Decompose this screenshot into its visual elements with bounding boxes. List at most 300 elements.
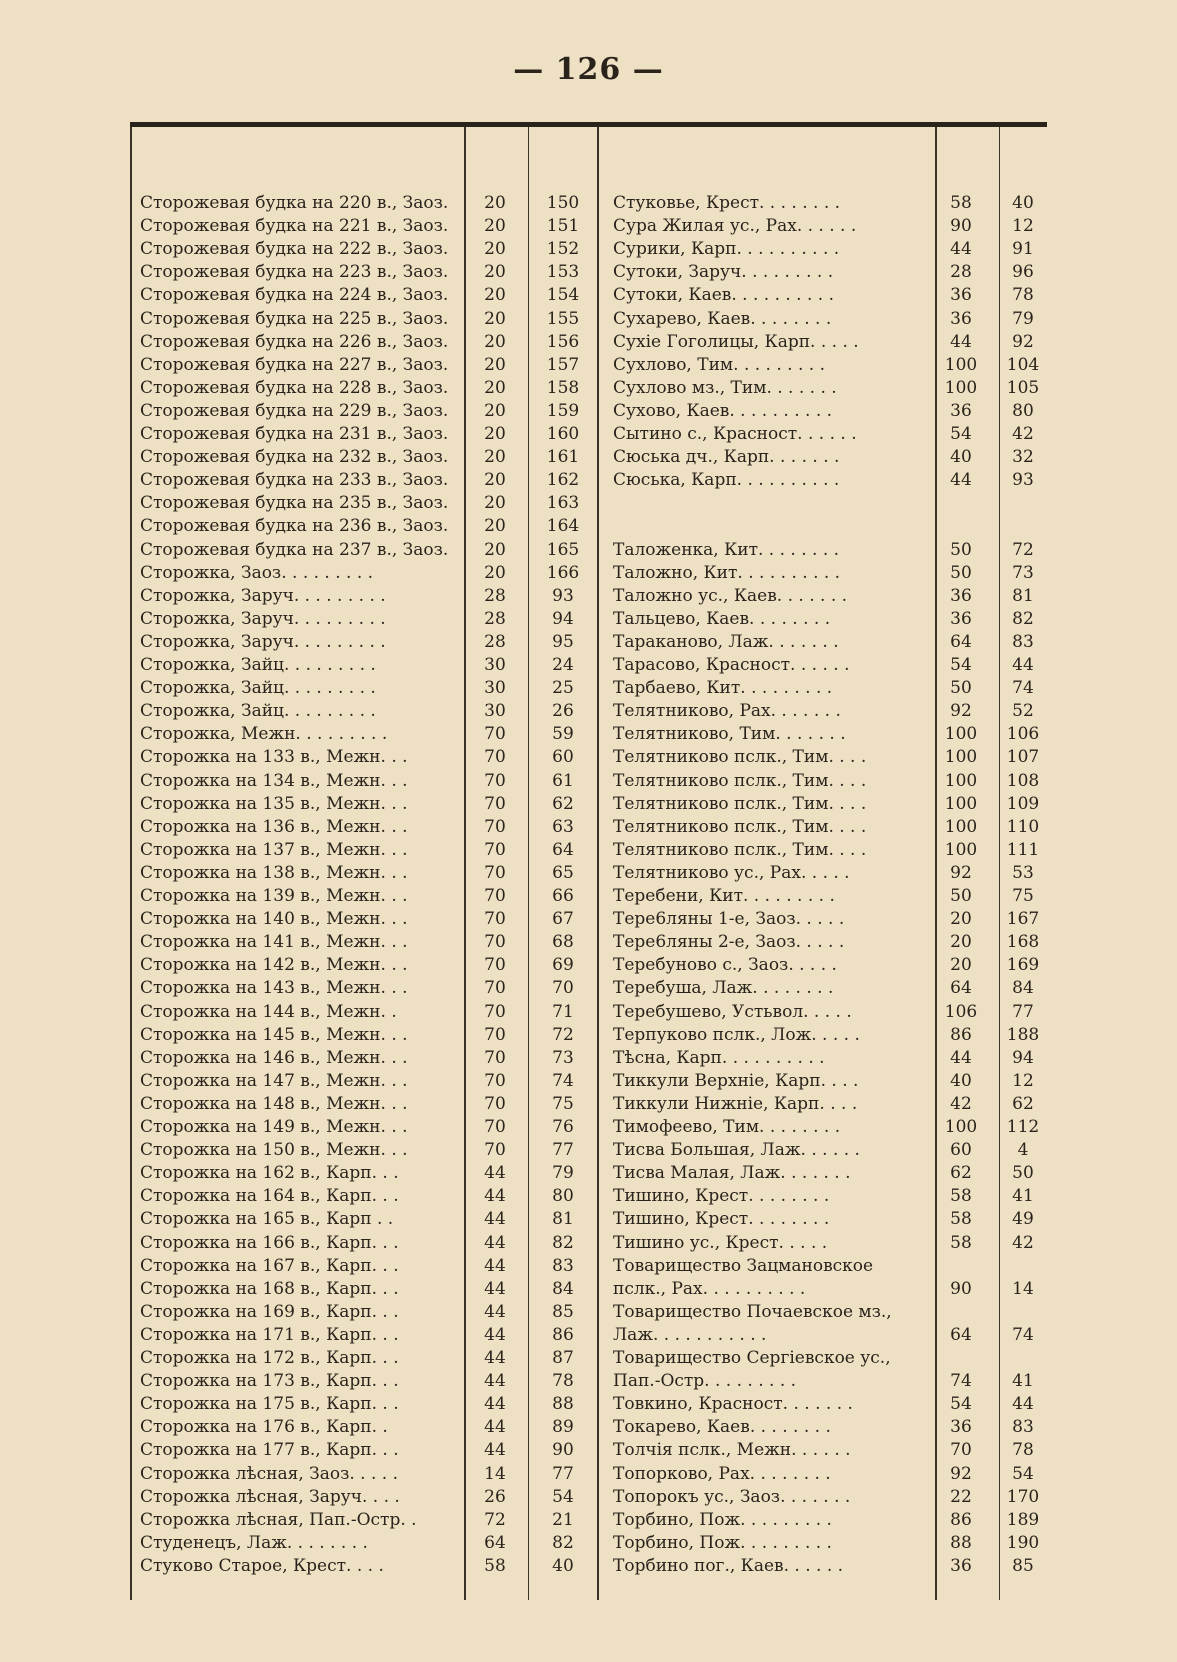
place-name: Сторожка лѣсная, Заруч. . . . <box>140 1486 400 1507</box>
list-item <box>140 908 593 931</box>
number-second: 105 <box>1006 377 1040 398</box>
number-first: 92 <box>950 862 972 883</box>
number-first: 64 <box>484 1532 506 1553</box>
list-item <box>140 261 593 284</box>
list-item <box>613 1393 1049 1416</box>
place-name: Тисва Большая, Лаж. . . . . . <box>613 1140 860 1161</box>
number-second: 150 <box>546 193 580 213</box>
place-name: Теребушево, Устьвол. . . . . <box>613 1001 852 1022</box>
number-second: 87 <box>552 1348 574 1368</box>
place-name: Сторожка на 175 в., Карп. . . <box>140 1394 399 1415</box>
number-first: 72 <box>484 1509 506 1530</box>
list-item <box>613 1301 1049 1324</box>
list-item <box>613 308 1049 331</box>
list-item <box>613 215 1049 238</box>
number-second: 71 <box>552 1001 574 1022</box>
list-item <box>613 1001 1049 1024</box>
place-name: Сторожка на 141 в., Межн. . . <box>140 932 408 953</box>
list-item <box>140 1370 593 1393</box>
place-name: Телятниково пслк., Тим. . . . <box>613 770 867 791</box>
number-second: 170 <box>1006 1486 1040 1507</box>
number-second: 164 <box>546 516 580 537</box>
list-item <box>613 192 1049 215</box>
list-item <box>140 885 593 908</box>
number-first: 44 <box>484 1324 506 1345</box>
place-name: Сторожка на 149 в., Межн. . . <box>140 1117 408 1137</box>
number-first: 54 <box>950 655 972 675</box>
number-second: 167 <box>1006 909 1040 930</box>
number-second: 83 <box>1012 1417 1034 1438</box>
number-first: 62 <box>950 1163 972 1184</box>
number-first: 70 <box>484 909 506 930</box>
number-first: 44 <box>484 1371 506 1392</box>
place-name: Сухіе Гоголицы, Карп. . . . . <box>613 331 859 352</box>
list-item <box>140 539 593 562</box>
list-item <box>613 1439 1049 1462</box>
list-item <box>613 1255 1049 1278</box>
number-second: 93 <box>1012 470 1034 491</box>
list-item <box>140 400 593 423</box>
place-name: Сторожка на 147 в., Межн. . . <box>140 1070 408 1091</box>
column-divider <box>130 127 132 1600</box>
number-second: 154 <box>546 285 580 306</box>
number-first: 20 <box>484 493 506 514</box>
place-name: Сторожка на 139 в., Межн. . . <box>140 886 408 906</box>
place-name: Сторожевая будка на 223 в., Заоз. <box>140 262 449 283</box>
number-first: 70 <box>484 770 506 791</box>
place-name: Торбино пог., Каев. . . . . . <box>613 1555 844 1576</box>
place-name: Толчія пслк., Межн. . . . . . <box>613 1440 851 1461</box>
number-first: 70 <box>484 724 506 745</box>
place-name: Сюська дч., Карп. . . . . . . <box>613 447 840 468</box>
number-first: 70 <box>950 1440 972 1461</box>
number-first: 64 <box>950 1324 972 1345</box>
place-name: Сурики, Карп. . . . . . . . . . <box>613 239 840 260</box>
number-first: 20 <box>484 193 506 213</box>
list-item <box>140 1278 593 1301</box>
number-second: 80 <box>1012 400 1034 421</box>
list-item <box>613 723 1049 746</box>
place-name: Таложенка, Кит. . . . . . . . <box>613 539 840 560</box>
number-first: 22 <box>950 1486 972 1507</box>
number-first: 20 <box>484 308 506 329</box>
list-item <box>613 770 1049 793</box>
place-name: Сторожка на 134 в., Межн. . . <box>140 770 408 791</box>
number-second: 79 <box>1012 308 1034 329</box>
list-item <box>140 977 593 1000</box>
list-item <box>140 631 593 654</box>
number-second: 166 <box>546 562 580 583</box>
number-second: 89 <box>552 1417 574 1438</box>
number-first: 90 <box>950 216 972 237</box>
list-item <box>613 284 1049 307</box>
number-first: 60 <box>950 1140 972 1161</box>
list-item <box>613 700 1049 723</box>
place-name: Сторожка, Заруч. . . . . . . . . <box>140 631 386 652</box>
number-second: 79 <box>552 1163 574 1184</box>
number-second: 160 <box>546 424 580 444</box>
list-item <box>613 1370 1049 1393</box>
number-first: 20 <box>484 354 506 375</box>
place-name: Сторожка на 169 в., Карп. . . <box>140 1301 399 1322</box>
number-second: 104 <box>1006 354 1040 375</box>
number-second: 159 <box>546 400 580 421</box>
list-item <box>613 1093 1049 1116</box>
list-item <box>140 1024 593 1047</box>
number-second: 111 <box>1006 839 1040 860</box>
number-second: 40 <box>1012 193 1034 213</box>
number-second: 85 <box>1012 1555 1034 1576</box>
place-name: Сторожка, Заоз. . . . . . . . . <box>140 562 374 583</box>
number-first: 64 <box>950 978 972 999</box>
number-second: 66 <box>552 886 574 906</box>
number-first: 20 <box>484 424 506 444</box>
list-item <box>140 215 593 238</box>
number-first: 86 <box>950 1509 972 1530</box>
list-item <box>613 1463 1049 1486</box>
number-first: 20 <box>484 239 506 260</box>
number-first: 70 <box>484 932 506 953</box>
place-name: Сторожка на 164 в., Карп. . . <box>140 1186 399 1207</box>
number-first: 20 <box>950 932 972 953</box>
number-first: 20 <box>950 909 972 930</box>
number-first: 64 <box>950 631 972 652</box>
number-first: 36 <box>950 285 972 306</box>
number-first: 20 <box>484 400 506 421</box>
list-item <box>613 885 1049 908</box>
number-second: 62 <box>1012 1093 1034 1114</box>
place-name: Сторожка на 176 в., Карп. . <box>140 1417 388 1438</box>
list-item <box>140 677 593 700</box>
number-second: 74 <box>552 1070 574 1091</box>
place-name: Сторожевая будка на 221 в., Заоз. <box>140 216 449 237</box>
number-second: 106 <box>1006 724 1040 745</box>
list-item <box>613 908 1049 931</box>
place-name: Сторожевая будка на 233 в., Заоз. <box>140 470 449 491</box>
number-second: 165 <box>546 539 580 560</box>
number-first: 100 <box>944 747 978 768</box>
place-name: Сура Жилая ус., Рах. . . . . . <box>613 216 857 237</box>
place-name: Сторожка на 142 в., Межн. . . <box>140 955 408 976</box>
number-first: 50 <box>950 539 972 560</box>
list-item <box>613 539 1049 562</box>
list-item <box>140 1093 593 1116</box>
list-item <box>140 839 593 862</box>
place-name: Торбино, Пож. . . . . . . . . <box>613 1532 832 1553</box>
list-item <box>613 354 1049 377</box>
number-second: 88 <box>552 1394 574 1415</box>
list-item <box>140 1555 593 1578</box>
number-first: 20 <box>484 331 506 352</box>
number-second: 80 <box>552 1186 574 1207</box>
list-item <box>613 492 1049 515</box>
number-first: 28 <box>484 631 506 652</box>
number-first: 70 <box>484 862 506 883</box>
number-first: 70 <box>484 793 506 814</box>
place-name: Топорокъ ус., Заоз. . . . . . . <box>613 1486 851 1507</box>
number-second: 161 <box>546 447 580 468</box>
place-name: Сторожевая будка на 220 в., Заоз. <box>140 193 449 213</box>
list-item <box>140 1208 593 1231</box>
number-second: 54 <box>1012 1463 1034 1484</box>
list-item <box>613 261 1049 284</box>
number-first: 100 <box>944 839 978 860</box>
place-name: Сторожка, Зайц. . . . . . . . . <box>140 701 376 722</box>
list-item <box>140 608 593 631</box>
list-item <box>140 354 593 377</box>
number-first: 20 <box>950 955 972 976</box>
place-name: Сторожка на 136 в., Межн. . . <box>140 816 408 837</box>
number-first: 50 <box>950 678 972 699</box>
place-name: Сторожка на 167 в., Карп. . . <box>140 1255 399 1276</box>
list-item <box>140 423 593 446</box>
number-second: 78 <box>1012 285 1034 306</box>
number-second: 41 <box>1012 1371 1034 1392</box>
number-second: 67 <box>552 909 574 930</box>
number-second: 94 <box>552 608 574 629</box>
list-item <box>140 816 593 839</box>
place-name: Телятниково, Тим. . . . . . . <box>613 724 846 745</box>
place-name: Сторожка на 137 в., Межн. . . <box>140 839 408 860</box>
number-second: 75 <box>552 1093 574 1114</box>
number-second: 70 <box>552 978 574 999</box>
list-item <box>613 1416 1049 1439</box>
place-name: Тере6ляны 1-е, Заоз. . . . . <box>613 909 845 930</box>
list-item <box>140 1486 593 1509</box>
list-item <box>613 1509 1049 1532</box>
number-first: 70 <box>484 1093 506 1114</box>
number-second: 40 <box>552 1555 574 1576</box>
list-item <box>613 585 1049 608</box>
place-name: Сторожка, Зайц. . . . . . . . . <box>140 655 376 675</box>
place-name: Сухово, Каев. . . . . . . . . . <box>613 400 833 421</box>
number-first: 70 <box>484 816 506 837</box>
number-first: 30 <box>484 655 506 675</box>
place-name: Сторожка на 166 в., Карп. . . <box>140 1232 399 1253</box>
place-name: Сторожка на 146 в., Межн. . . <box>140 1047 408 1068</box>
place-name: Сухарево, Каев. . . . . . . . <box>613 308 832 329</box>
number-first: 54 <box>950 424 972 444</box>
place-name: Телятниково ус., Рах. . . . . <box>613 862 850 883</box>
number-second: 155 <box>546 308 580 329</box>
place-name: Сторожевая будка на 236 в., Заоз. <box>140 516 449 537</box>
number-second: 110 <box>1006 816 1040 837</box>
place-name: Таложно ус., Каев. . . . . . . <box>613 585 848 606</box>
place-name: Сторожка лѣсная, Заоз. . . . . <box>140 1463 399 1484</box>
number-second: 81 <box>1012 585 1034 606</box>
number-second: 76 <box>552 1117 574 1137</box>
list-item <box>613 1070 1049 1093</box>
place-name: Сторожка на 145 в., Межн. . . <box>140 1024 408 1045</box>
list-item <box>140 1139 593 1162</box>
number-first: 44 <box>950 331 972 352</box>
place-name: Телятниково пслк., Тим. . . . <box>613 793 867 814</box>
number-second: 78 <box>552 1371 574 1392</box>
place-name: Товарищество Почаевское мз., <box>613 1301 892 1322</box>
number-second: 73 <box>552 1047 574 1068</box>
number-second: 72 <box>552 1024 574 1045</box>
number-first: 44 <box>484 1255 506 1276</box>
number-second: 153 <box>546 262 580 283</box>
number-first: 44 <box>484 1301 506 1322</box>
number-second: 12 <box>1012 1070 1034 1091</box>
place-name: Тарасово, Красност. . . . . . <box>613 655 850 675</box>
place-name: Сторожка на 165 в., Карп . . <box>140 1209 394 1230</box>
place-name: Телятниково пслк., Тим. . . . <box>613 747 867 768</box>
number-first: 100 <box>944 770 978 791</box>
number-first: 58 <box>950 193 972 213</box>
list-item <box>613 377 1049 400</box>
number-first: 20 <box>484 447 506 468</box>
column-divider <box>597 127 599 1600</box>
list-item <box>613 1324 1049 1347</box>
place-name: Теребуша, Лаж. . . . . . . . <box>613 978 834 999</box>
place-name: Сторожка на 138 в., Межн. . . <box>140 862 408 883</box>
place-name: Сторожевая будка на 231 в., Заоз. <box>140 424 449 444</box>
list-item <box>613 1162 1049 1185</box>
list-item <box>140 931 593 954</box>
place-name: Тисва Малая, Лаж. . . . . . . <box>613 1163 851 1184</box>
number-second: 59 <box>552 724 574 745</box>
number-first: 58 <box>950 1186 972 1207</box>
number-second: 77 <box>552 1463 574 1484</box>
number-first: 20 <box>484 539 506 560</box>
list-item <box>613 1232 1049 1255</box>
number-second: 49 <box>1012 1209 1034 1230</box>
list-item <box>140 562 593 585</box>
list-item <box>613 446 1049 469</box>
number-first: 70 <box>484 1070 506 1091</box>
place-name: Сторожка лѣсная, Пап.-Остр. . <box>140 1509 417 1530</box>
number-first: 44 <box>484 1278 506 1299</box>
number-first: 28 <box>484 608 506 629</box>
place-name: Торбино, Пож. . . . . . . . . <box>613 1509 832 1530</box>
list-item <box>613 562 1049 585</box>
place-name: Сторожка на 140 в., Межн. . . <box>140 909 408 930</box>
list-item <box>613 1486 1049 1509</box>
list-item <box>140 1439 593 1462</box>
index-table <box>130 122 1047 1600</box>
place-name: Телятниково пслк., Тим. . . . <box>613 816 867 837</box>
place-name: Студенецъ, Лаж. . . . . . . . <box>140 1532 368 1553</box>
number-second: 72 <box>1012 539 1034 560</box>
number-first: 58 <box>950 1232 972 1253</box>
place-name: Товарищество Сергіевское ус., <box>613 1348 891 1368</box>
list-item <box>140 515 593 538</box>
place-name: Токарево, Каев. . . . . . . . <box>613 1417 831 1438</box>
place-name: Тишино, Крест. . . . . . . . <box>613 1186 830 1207</box>
number-second: 75 <box>1012 886 1034 906</box>
list-item <box>613 1185 1049 1208</box>
number-second: 163 <box>546 493 580 514</box>
number-first: 44 <box>950 239 972 260</box>
number-second: 95 <box>552 631 574 652</box>
list-item <box>140 1463 593 1486</box>
place-name: Сторожка на 135 в., Межн. . . <box>140 793 408 814</box>
list-item <box>140 1162 593 1185</box>
place-name: Теребени, Кит. . . . . . . . . <box>613 886 835 906</box>
list-item <box>613 839 1049 862</box>
place-name: Таложно, Кит. . . . . . . . . . <box>613 562 841 583</box>
list-item <box>140 700 593 723</box>
list-item <box>613 238 1049 261</box>
list-item <box>140 1393 593 1416</box>
list-item <box>613 816 1049 839</box>
list-item <box>140 1509 593 1532</box>
place-name: Сторожка на 172 в., Карп. . . <box>140 1348 399 1368</box>
number-second: 94 <box>1012 1047 1034 1068</box>
place-name: Телятниково, Рах. . . . . . . <box>613 701 841 722</box>
list-item <box>613 1139 1049 1162</box>
number-first: 100 <box>944 377 978 398</box>
number-second: 83 <box>1012 631 1034 652</box>
number-first: 70 <box>484 1117 506 1137</box>
list-item <box>140 284 593 307</box>
number-second: 96 <box>1012 262 1034 283</box>
place-name: Сторожка, Межн. . . . . . . . . <box>140 724 388 745</box>
number-second: 108 <box>1006 770 1040 791</box>
number-second: 41 <box>1012 1186 1034 1207</box>
list-item <box>140 1255 593 1278</box>
number-second: 14 <box>1012 1278 1034 1299</box>
number-first: 42 <box>950 1093 972 1114</box>
number-second: 42 <box>1012 1232 1034 1253</box>
list-item <box>613 862 1049 885</box>
place-name: Тиккули Верхніе, Карп. . . . <box>613 1070 859 1091</box>
number-second: 168 <box>1006 932 1040 953</box>
number-second: 78 <box>1012 1440 1034 1461</box>
list-item <box>140 1532 593 1555</box>
number-second: 68 <box>552 932 574 953</box>
list-item <box>140 1416 593 1439</box>
number-first: 44 <box>484 1186 506 1207</box>
place-name: Тиккули Нижніе, Карп. . . . <box>613 1093 858 1114</box>
number-second: 32 <box>1012 447 1034 468</box>
number-second: 156 <box>546 331 580 352</box>
list-item <box>613 1024 1049 1047</box>
number-second: 107 <box>1006 747 1040 768</box>
number-second: 25 <box>552 678 574 699</box>
number-first: 20 <box>484 216 506 237</box>
list-item <box>613 746 1049 769</box>
number-first: 100 <box>944 816 978 837</box>
list-item <box>140 862 593 885</box>
number-first: 28 <box>484 585 506 606</box>
number-second: 42 <box>1012 424 1034 444</box>
place-name: Тере6ляны 2-е, Заоз. . . . . <box>613 932 845 953</box>
number-second: 157 <box>546 354 580 375</box>
number-first: 20 <box>484 285 506 306</box>
place-name: Сутоки, Каев. . . . . . . . . . <box>613 285 835 306</box>
place-name: Сторожка, Заруч. . . . . . . . . <box>140 608 386 629</box>
list-item <box>140 238 593 261</box>
list-item <box>140 377 593 400</box>
number-first: 70 <box>484 839 506 860</box>
place-name: Тарбаево, Кит. . . . . . . . . <box>613 678 833 699</box>
number-first: 74 <box>950 1371 972 1392</box>
number-second: 44 <box>1012 1394 1034 1415</box>
number-first: 70 <box>484 955 506 976</box>
number-second: 60 <box>552 747 574 768</box>
place-name: Сторожка на 162 в., Карп. . . <box>140 1163 399 1184</box>
list-item <box>140 793 593 816</box>
list-item <box>613 1555 1049 1578</box>
list-item <box>140 1232 593 1255</box>
list-item <box>140 1116 593 1139</box>
number-first: 36 <box>950 400 972 421</box>
number-first: 36 <box>950 585 972 606</box>
number-first: 36 <box>950 1417 972 1438</box>
